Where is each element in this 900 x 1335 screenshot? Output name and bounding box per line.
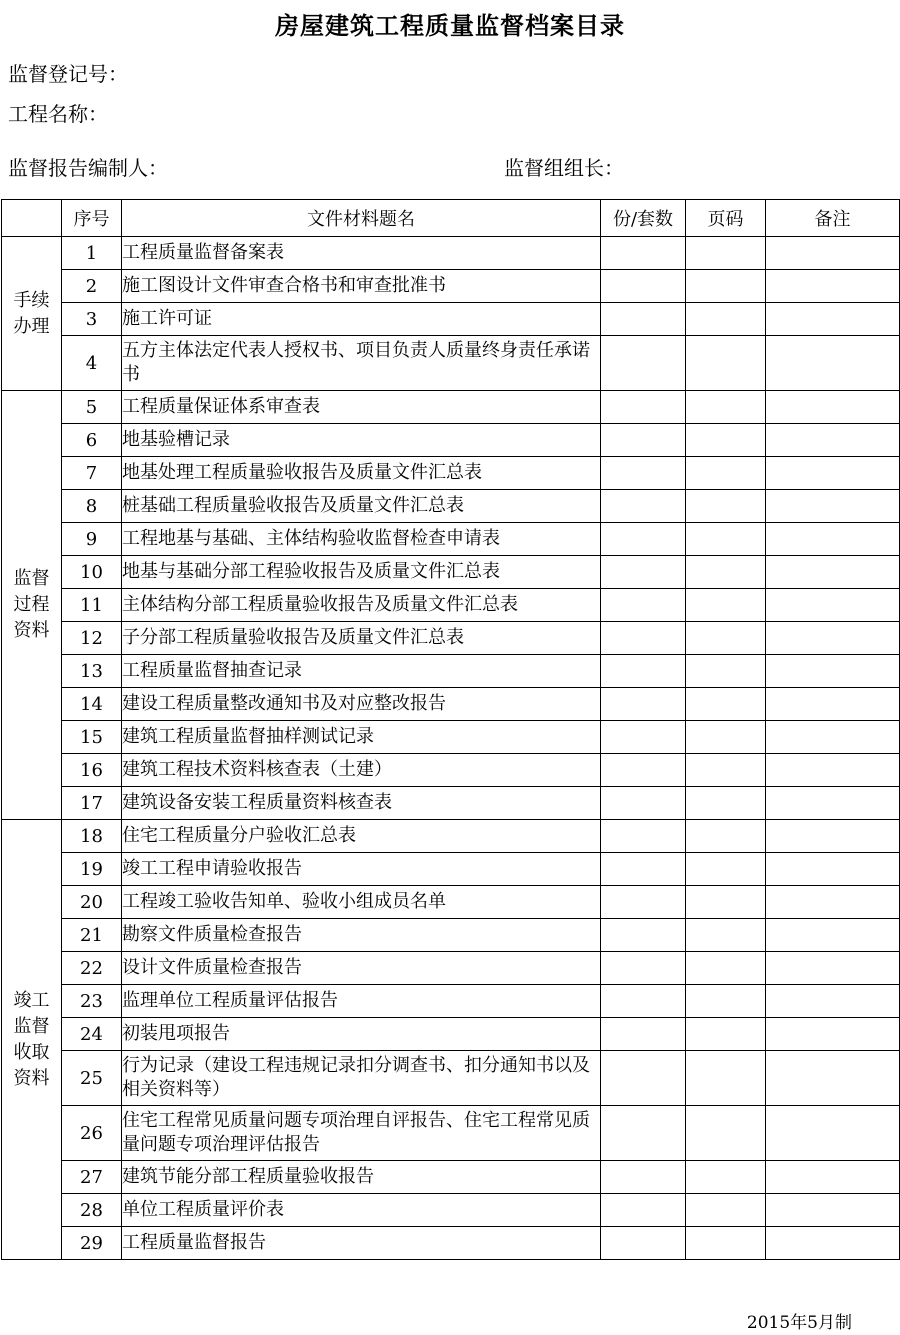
table-row — [2, 391, 900, 424]
doc-title-cell: 建筑节能分部工程质量验收报告 — [122, 1161, 601, 1194]
doc-title-cell: 竣工工程申请验收报告 — [122, 853, 601, 886]
doc-title-cell: 初装甩项报告 — [122, 1018, 601, 1051]
page-cell[interactable] — [686, 490, 766, 523]
seq-cell: 16 — [62, 754, 122, 787]
copies-cell[interactable] — [601, 721, 686, 754]
header-copies: 份/套数 — [601, 200, 686, 237]
seq-cell: 20 — [62, 886, 122, 919]
seq-cell: 4 — [62, 336, 122, 391]
table-row — [2, 853, 900, 886]
category-label: 手续办理 — [13, 289, 50, 337]
seq-cell: 26 — [62, 1106, 122, 1161]
footer-date: 2015年5月制 — [746, 1313, 852, 1333]
table-row — [2, 655, 900, 688]
copies-cell[interactable] — [601, 303, 686, 336]
category-cell — [2, 237, 62, 391]
doc-title-cell: 住宅工程质量分户验收汇总表 — [122, 820, 601, 853]
copies-cell[interactable] — [601, 853, 686, 886]
seq-cell: 29 — [62, 1227, 122, 1260]
doc-title-cell: 地基与基础分部工程验收报告及质量文件汇总表 — [122, 556, 601, 589]
table-row — [2, 457, 900, 490]
copies-cell[interactable] — [601, 1227, 686, 1260]
remarks-cell[interactable] — [766, 688, 900, 721]
doc-title-cell: 工程质量监督抽查记录 — [122, 655, 601, 688]
remarks-cell[interactable] — [766, 886, 900, 919]
table-row — [2, 820, 900, 853]
seq-cell: 11 — [62, 589, 122, 622]
page-title: 房屋建筑工程质量监督档案目录 — [275, 11, 625, 40]
page-cell[interactable] — [686, 952, 766, 985]
seq-cell: 15 — [62, 721, 122, 754]
remarks-cell[interactable] — [766, 622, 900, 655]
page-cell[interactable] — [686, 237, 766, 270]
doc-title-cell: 地基验槽记录 — [122, 424, 601, 457]
category-label: 竣工监督收取资料 — [13, 989, 50, 1089]
doc-title-cell: 住宅工程常见质量问题专项治理自评报告、住宅工程常见质量问题专项治理评估报告 — [122, 1106, 601, 1161]
copies-cell[interactable] — [601, 270, 686, 303]
table-row — [2, 1194, 900, 1227]
seq-cell: 13 — [62, 655, 122, 688]
table-header-row — [2, 200, 900, 237]
copies-cell[interactable] — [601, 754, 686, 787]
seq-cell: 23 — [62, 985, 122, 1018]
seq-cell: 18 — [62, 820, 122, 853]
remarks-cell[interactable] — [766, 457, 900, 490]
seq-cell: 21 — [62, 919, 122, 952]
remarks-cell[interactable] — [766, 919, 900, 952]
copies-cell[interactable] — [601, 655, 686, 688]
table-row — [2, 919, 900, 952]
table-row — [2, 589, 900, 622]
table-row — [2, 952, 900, 985]
doc-title-cell: 设计文件质量检查报告 — [122, 952, 601, 985]
doc-title-cell: 建筑工程质量监督抽样测试记录 — [122, 721, 601, 754]
page-cell[interactable] — [686, 270, 766, 303]
table-row — [2, 1161, 900, 1194]
copies-cell[interactable] — [601, 688, 686, 721]
remarks-cell[interactable] — [766, 721, 900, 754]
page-cell[interactable] — [686, 886, 766, 919]
page-cell[interactable] — [686, 589, 766, 622]
seq-cell: 10 — [62, 556, 122, 589]
doc-title-cell: 工程地基与基础、主体结构验收监督检查申请表 — [122, 523, 601, 556]
category-cell — [2, 820, 62, 1260]
copies-cell[interactable] — [601, 787, 686, 820]
copies-cell[interactable] — [601, 336, 686, 391]
page-cell[interactable] — [686, 1227, 766, 1260]
archive-directory-table — [1, 199, 900, 1260]
copies-cell[interactable] — [601, 622, 686, 655]
table-row — [2, 270, 900, 303]
page-cell[interactable] — [686, 721, 766, 754]
category-cell — [2, 391, 62, 820]
remarks-cell[interactable] — [766, 303, 900, 336]
page-cell[interactable] — [686, 787, 766, 820]
project-name-label: 工程名称： — [8, 102, 108, 126]
doc-title-cell: 工程质量监督备案表 — [122, 237, 601, 270]
doc-title-cell: 五方主体法定代表人授权书、项目负责人质量终身责任承诺书 — [122, 336, 601, 391]
seq-cell: 3 — [62, 303, 122, 336]
header-category — [2, 200, 62, 237]
remarks-cell[interactable] — [766, 754, 900, 787]
seq-cell: 24 — [62, 1018, 122, 1051]
copies-cell[interactable] — [601, 952, 686, 985]
seq-cell: 5 — [62, 391, 122, 424]
remarks-cell[interactable] — [766, 391, 900, 424]
remarks-cell[interactable] — [766, 523, 900, 556]
table-row — [2, 1051, 900, 1106]
doc-title-cell: 单位工程质量评价表 — [122, 1194, 601, 1227]
seq-cell: 6 — [62, 424, 122, 457]
copies-cell[interactable] — [601, 589, 686, 622]
remarks-cell[interactable] — [766, 270, 900, 303]
remarks-cell[interactable] — [766, 1106, 900, 1161]
doc-title-cell: 建筑工程技术资料核查表（土建） — [122, 754, 601, 787]
remarks-cell[interactable] — [766, 985, 900, 1018]
doc-title-cell: 地基处理工程质量验收报告及质量文件汇总表 — [122, 457, 601, 490]
remarks-cell[interactable] — [766, 1018, 900, 1051]
remarks-cell[interactable] — [766, 424, 900, 457]
page-cell[interactable] — [686, 754, 766, 787]
seq-cell: 9 — [62, 523, 122, 556]
copies-cell[interactable] — [601, 523, 686, 556]
copies-cell[interactable] — [601, 1161, 686, 1194]
remarks-cell[interactable] — [766, 853, 900, 886]
seq-cell: 1 — [62, 237, 122, 270]
copies-cell[interactable] — [601, 556, 686, 589]
table-row — [2, 237, 900, 270]
seq-cell: 17 — [62, 787, 122, 820]
doc-title-cell: 工程竣工验收告知单、验收小组成员名单 — [122, 886, 601, 919]
page-cell[interactable] — [686, 688, 766, 721]
table-row — [2, 985, 900, 1018]
header-seq: 序号 — [62, 200, 122, 237]
page-cell[interactable] — [686, 523, 766, 556]
copies-cell[interactable] — [601, 1018, 686, 1051]
remarks-cell[interactable] — [766, 1227, 900, 1260]
copies-cell[interactable] — [601, 490, 686, 523]
table-row — [2, 490, 900, 523]
seq-cell: 12 — [62, 622, 122, 655]
table-row — [2, 721, 900, 754]
page-cell[interactable] — [686, 853, 766, 886]
page-cell[interactable] — [686, 820, 766, 853]
seq-cell: 8 — [62, 490, 122, 523]
doc-title-cell: 工程质量监督报告 — [122, 1227, 601, 1260]
remarks-cell[interactable] — [766, 1051, 900, 1106]
remarks-cell[interactable] — [766, 1161, 900, 1194]
seq-cell: 7 — [62, 457, 122, 490]
page-cell[interactable] — [686, 457, 766, 490]
report-author-label: 监督报告编制人： — [8, 156, 168, 180]
table-row — [2, 622, 900, 655]
doc-title-cell: 建筑设备安装工程质量资料核查表 — [122, 787, 601, 820]
remarks-cell[interactable] — [766, 655, 900, 688]
page-cell[interactable] — [686, 622, 766, 655]
table-row — [2, 424, 900, 457]
page-cell[interactable] — [686, 391, 766, 424]
remarks-cell[interactable] — [766, 787, 900, 820]
seq-cell: 19 — [62, 853, 122, 886]
header-doc-title: 文件材料题名 — [122, 200, 601, 237]
page-cell[interactable] — [686, 424, 766, 457]
remarks-cell[interactable] — [766, 237, 900, 270]
table-row — [2, 754, 900, 787]
table-row — [2, 523, 900, 556]
seq-cell: 28 — [62, 1194, 122, 1227]
seq-cell: 2 — [62, 270, 122, 303]
remarks-cell[interactable] — [766, 556, 900, 589]
page-cell[interactable] — [686, 1194, 766, 1227]
page-cell[interactable] — [686, 1106, 766, 1161]
copies-cell[interactable] — [601, 391, 686, 424]
doc-title-cell: 桩基础工程质量验收报告及质量文件汇总表 — [122, 490, 601, 523]
copies-cell[interactable] — [601, 1106, 686, 1161]
seq-cell: 22 — [62, 952, 122, 985]
table-row — [2, 556, 900, 589]
copies-cell[interactable] — [601, 820, 686, 853]
doc-title-cell: 工程质量保证体系审查表 — [122, 391, 601, 424]
table-body — [2, 237, 900, 1260]
page-cell[interactable] — [686, 1161, 766, 1194]
doc-title-cell: 施工许可证 — [122, 303, 601, 336]
seq-cell: 14 — [62, 688, 122, 721]
copies-cell[interactable] — [601, 457, 686, 490]
copies-cell[interactable] — [601, 985, 686, 1018]
page-cell[interactable] — [686, 985, 766, 1018]
remarks-cell[interactable] — [766, 336, 900, 391]
page-cell[interactable] — [686, 655, 766, 688]
table-row — [2, 886, 900, 919]
seq-cell: 25 — [62, 1051, 122, 1106]
page-cell[interactable] — [686, 556, 766, 589]
copies-cell[interactable] — [601, 886, 686, 919]
page-cell[interactable] — [686, 336, 766, 391]
remarks-cell[interactable] — [766, 490, 900, 523]
seq-cell: 27 — [62, 1161, 122, 1194]
page-cell[interactable] — [686, 303, 766, 336]
doc-title-cell: 勘察文件质量检查报告 — [122, 919, 601, 952]
doc-title-cell: 建设工程质量整改通知书及对应整改报告 — [122, 688, 601, 721]
table-row — [2, 1227, 900, 1260]
table-row — [2, 303, 900, 336]
table-row — [2, 1018, 900, 1051]
doc-title-cell: 主体结构分部工程质量验收报告及质量文件汇总表 — [122, 589, 601, 622]
header-page: 页码 — [686, 200, 766, 237]
remarks-cell[interactable] — [766, 820, 900, 853]
copies-cell[interactable] — [601, 424, 686, 457]
category-label: 监督过程资料 — [13, 568, 50, 641]
doc-title-cell: 监理单位工程质量评估报告 — [122, 985, 601, 1018]
table-row — [2, 336, 900, 391]
page-cell[interactable] — [686, 919, 766, 952]
header-remarks: 备注 — [766, 200, 900, 237]
registration-no-label: 监督登记号： — [8, 62, 128, 86]
table-row — [2, 688, 900, 721]
table-row — [2, 1106, 900, 1161]
copies-cell[interactable] — [601, 919, 686, 952]
copies-cell[interactable] — [601, 1194, 686, 1227]
remarks-cell[interactable] — [766, 1194, 900, 1227]
copies-cell[interactable] — [601, 1051, 686, 1106]
table-row — [2, 787, 900, 820]
doc-title-cell: 施工图设计文件审查合格书和审查批准书 — [122, 270, 601, 303]
remarks-cell[interactable] — [766, 589, 900, 622]
doc-title-cell: 子分部工程质量验收报告及质量文件汇总表 — [122, 622, 601, 655]
remarks-cell[interactable] — [766, 952, 900, 985]
group-leader-label: 监督组组长： — [504, 156, 624, 180]
page-cell[interactable] — [686, 1018, 766, 1051]
doc-title-cell: 行为记录（建设工程违规记录扣分调查书、扣分通知书以及相关资料等） — [122, 1051, 601, 1106]
page-cell[interactable] — [686, 1051, 766, 1106]
copies-cell[interactable] — [601, 237, 686, 270]
